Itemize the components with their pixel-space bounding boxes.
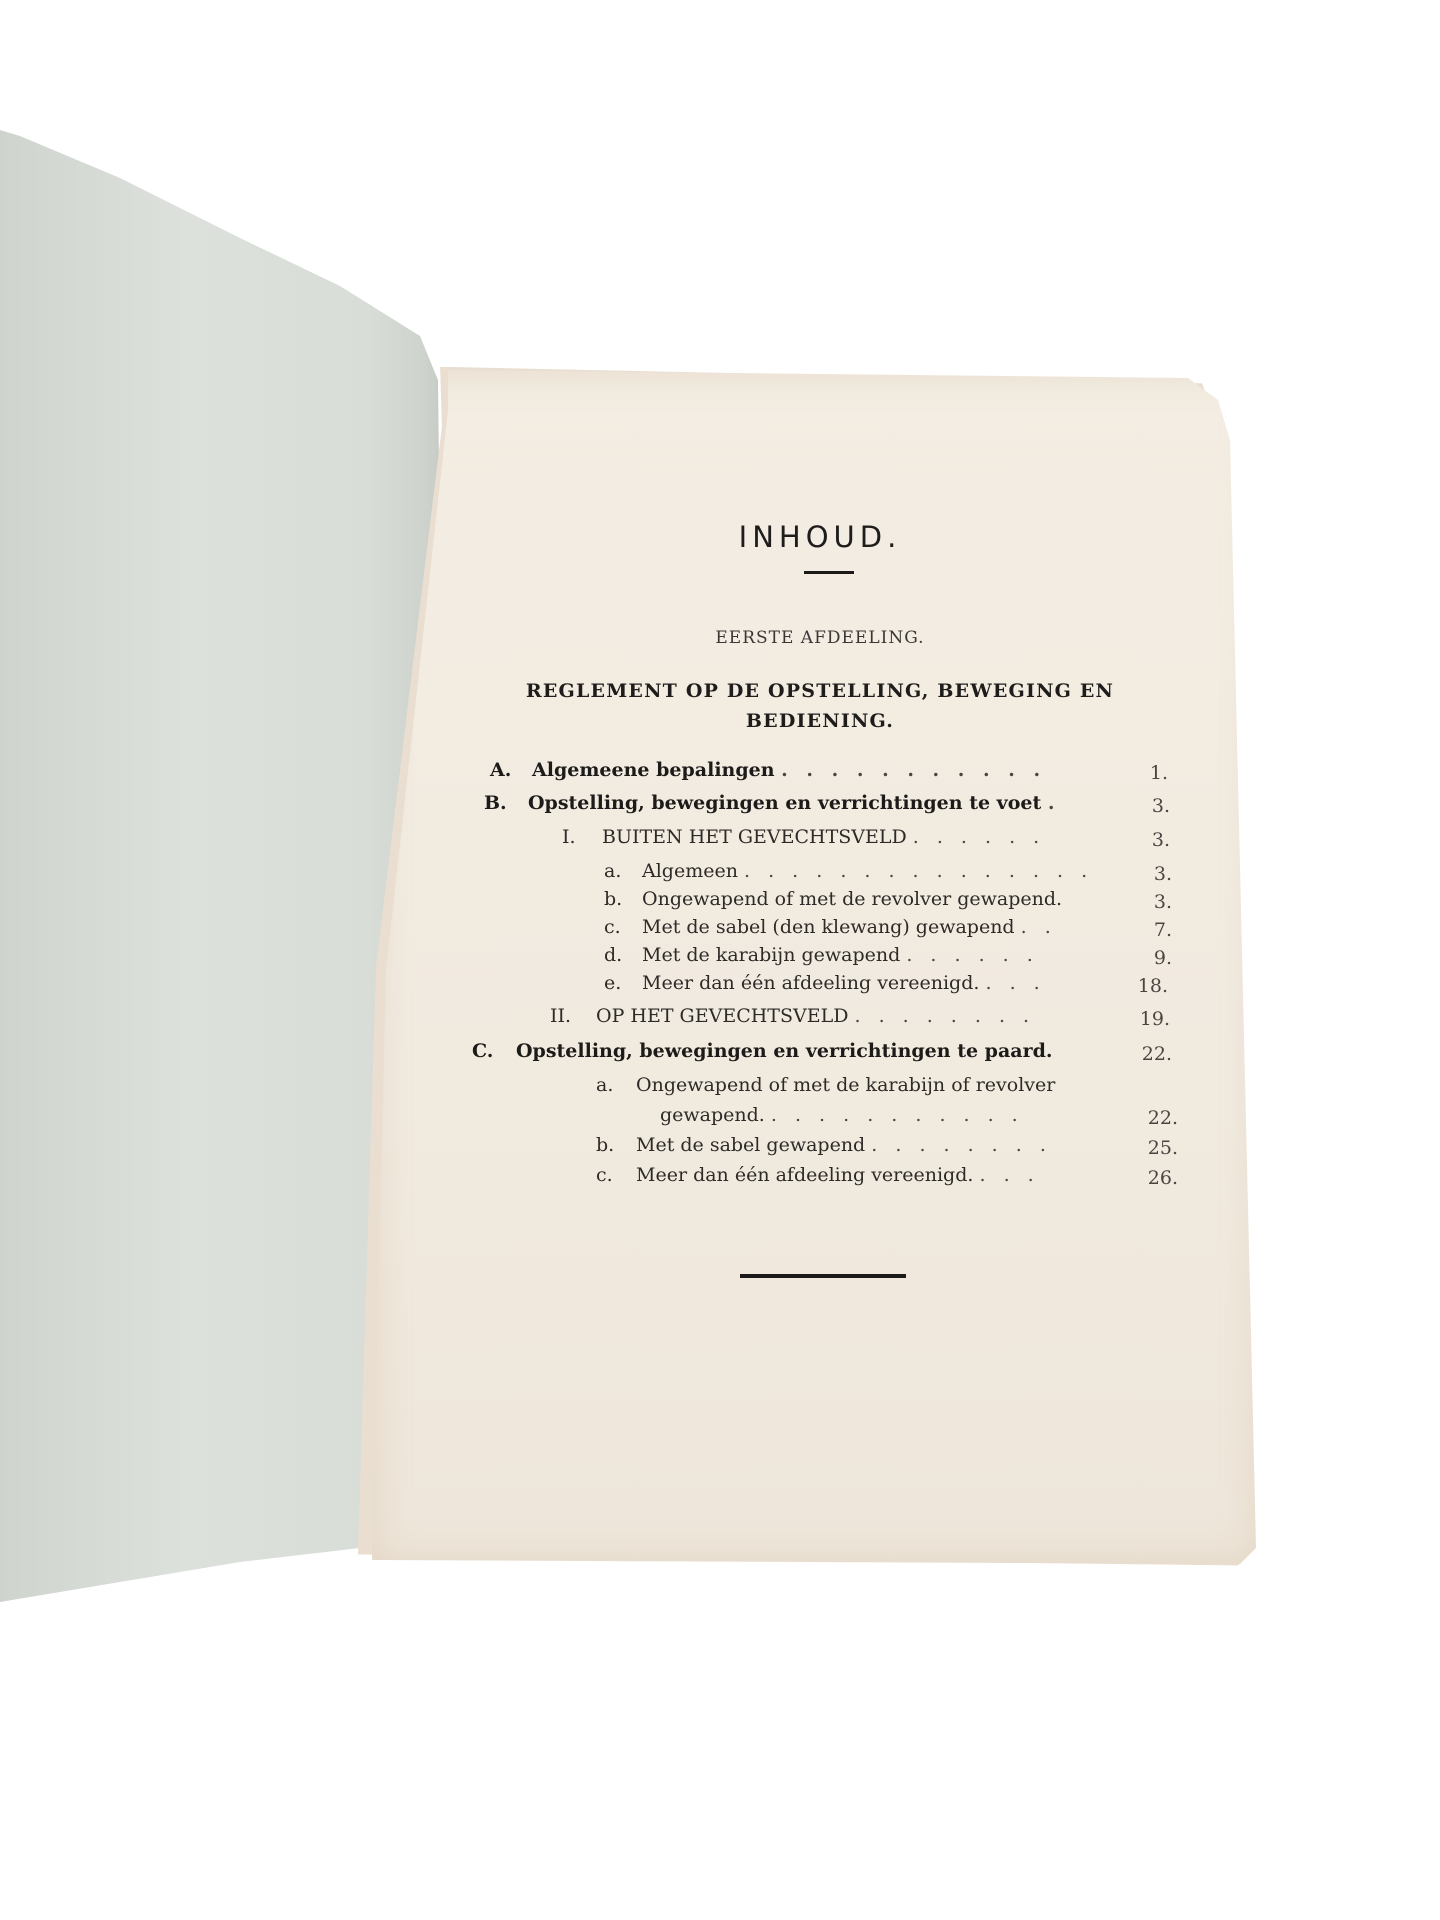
toc-entry (562, 826, 1045, 848)
dot-leader: . . (1020, 916, 1057, 938)
entry-marker: b. (604, 888, 623, 910)
entry-page: 26. (1147, 1167, 1178, 1189)
toc-entry (596, 1134, 1052, 1156)
entry-page: 3. (1153, 863, 1172, 885)
entry-page: 19. (1139, 1008, 1170, 1030)
entry-text: BUITEN HET GEVECHTSVELD (602, 826, 907, 848)
entry-page: 22. (1147, 1107, 1178, 1129)
entry-text: Met de sabel (den klewang) gewapend (642, 916, 1015, 938)
toc-entry (596, 1164, 1040, 1186)
dot-leader: . . . . . . (906, 944, 1039, 966)
toc-entry (604, 860, 1093, 882)
entry-marker: e. (604, 972, 622, 994)
dot-leader: . . . . . . . . (854, 1005, 1036, 1027)
section-title-line-1: REGLEMENT OP DE OPSTELLING, BEWEGING EN (525, 680, 1115, 702)
entry-text: OP HET GEVECHTSVELD (596, 1005, 849, 1027)
closing-rule (740, 1274, 906, 1278)
entry-marker: B. (484, 792, 507, 814)
entry-marker: c. (596, 1164, 613, 1186)
entry-page: 9. (1153, 947, 1172, 969)
dot-leader: . . . . . . . . (871, 1134, 1052, 1156)
entry-text: Opstelling, bewegingen en verrichtingen te voet (528, 792, 1042, 814)
dot-leader: . . . (985, 972, 1046, 994)
entry-text-continued: gewapend. (660, 1104, 765, 1126)
section-label: EERSTE AFDEELING. (715, 628, 925, 648)
dot-leader: . . . . . . . . . . . . . . . (744, 860, 1094, 882)
entry-marker: II. (550, 1005, 572, 1027)
dot-leader: . . . . . . (912, 826, 1046, 848)
entry-text: Ongewapend of met de revolver gewapend. (642, 888, 1063, 910)
entry-marker: C. (472, 1040, 494, 1062)
entry-text: Meer dan één afdeeling vereenigd. (636, 1164, 974, 1186)
toc-entry (484, 792, 1061, 814)
dot-leader: . . . (979, 1164, 1040, 1186)
entry-text: Algemeene bepalingen (532, 759, 775, 781)
entry-marker: c. (604, 916, 621, 938)
entry-page: 3. (1151, 829, 1170, 851)
entry-text: Algemeen (642, 860, 738, 882)
entry-text: Met de sabel gewapend (636, 1134, 866, 1156)
entry-page: 3. (1153, 891, 1172, 913)
toc-entry-continuation (660, 1104, 1024, 1126)
entry-page: 1. (1149, 762, 1168, 784)
entry-page: 3. (1151, 795, 1170, 817)
entry-marker: I. (562, 826, 576, 848)
entry-text: Ongewapend of met de karabijn of revolver (636, 1074, 1056, 1096)
toc-entry (604, 972, 1046, 994)
toc-entry (550, 1005, 1035, 1027)
entry-text: Opstelling, bewegingen en verrichtingen te paard. (516, 1040, 1053, 1062)
section-title (520, 676, 1120, 736)
dot-leader: . (1047, 792, 1061, 814)
entry-page: 25. (1147, 1137, 1178, 1159)
dot-leader: . . . . . . . . . . . (781, 759, 1047, 781)
entry-text: Meer dan één afdeeling vereenigd. (642, 972, 980, 994)
title-underline (804, 571, 854, 574)
section-title-line-2: BEDIENING. (745, 710, 895, 732)
entry-page: 22. (1141, 1043, 1172, 1065)
entry-marker: a. (604, 860, 622, 882)
toc-entry (604, 888, 1062, 910)
entry-text: Met de karabijn gewapend (642, 944, 901, 966)
entry-marker: a. (596, 1074, 614, 1096)
toc-entry (472, 1040, 1053, 1062)
toc-entry (604, 944, 1039, 966)
toc-entry (596, 1074, 1055, 1096)
entry-marker: A. (490, 759, 512, 781)
dot-leader: . . . . . . . . . . . (770, 1104, 1024, 1126)
entry-page: 7. (1153, 919, 1172, 941)
toc-entry (604, 916, 1057, 938)
toc-entry (490, 759, 1046, 781)
page-title: INHOUD. (738, 520, 902, 554)
entry-page: 18. (1137, 975, 1168, 997)
entry-marker: b. (596, 1134, 615, 1156)
entry-marker: d. (604, 944, 623, 966)
